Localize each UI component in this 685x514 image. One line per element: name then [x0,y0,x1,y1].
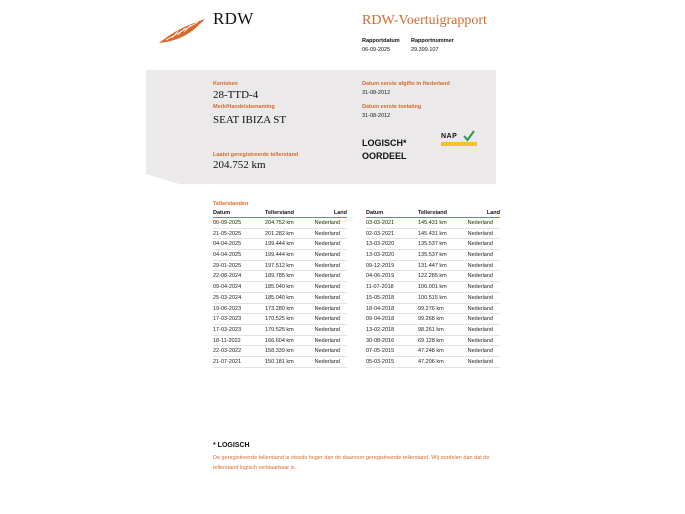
row-land: Nederland [467,326,493,333]
header-land: Land [486,210,500,216]
header-land: Land [333,210,347,216]
row-land: Nederland [467,316,493,323]
nap-bar [441,142,477,146]
row-tellerstand: 204.752 km [265,220,294,226]
row-datum: 03-03-2021 [366,220,395,226]
row-datum: 22-03-2022 [213,348,242,355]
row-datum: 18-04-2018 [366,305,395,312]
row-land: Nederland [314,252,340,259]
row-tellerstand: 100.515 km [418,294,447,301]
table-row [213,229,347,240]
rapportdatum-block [362,38,400,53]
kenteken-value: 28-TTD-4 [213,89,259,101]
row-tellerstand: 199.444 km [265,241,294,248]
logisch-footnote-title: * LOGISCH [213,442,250,449]
header-tellerstand: Tellerstand [265,210,294,216]
row-land: Nederland [314,316,340,323]
row-tellerstand: 131.447 km [418,262,447,269]
oordeel [362,137,407,163]
row-tellerstand: 158.339 km [265,348,294,355]
tellerstanden-table-left [213,210,347,368]
row-tellerstand: 135.537 km [418,241,447,248]
table-row [366,282,500,293]
row-land: Nederland [467,294,493,301]
row-tellerstand: 135.537 km [418,252,447,259]
row-land: Nederland [314,326,340,333]
row-land: Nederland [467,305,493,312]
table-row [213,239,347,250]
row-datum: 05-03-2015 [366,358,395,365]
nap-check-icon [463,130,475,142]
header-datum: Datum [213,210,231,216]
row-datum: 19-06-2023 [213,305,242,312]
tellerstanden-table-right [366,210,500,368]
tellerstand-label: Laatst geregistreerde tellerstand [213,152,299,158]
row-datum: 13-03-2020 [366,241,395,248]
table-row [213,336,347,347]
vehicle-panel [146,70,496,184]
row-tellerstand: 145.431 km [418,230,447,237]
report-title: RDW-Voertuigrapport [362,13,487,28]
row-land: Nederland [467,358,493,365]
row-land: Nederland [314,348,340,355]
row-tellerstand: 185.040 km [265,294,294,301]
row-tellerstand: 170.525 km [265,326,294,333]
row-datum: 18-11-2022 [213,337,241,344]
rapportnummer-block [411,38,454,53]
row-datum: 21-07-2021 [213,358,242,365]
row-datum: 07-05-2015 [366,348,395,355]
row-datum: 06-09-2025 [213,220,242,226]
row-tellerstand: 47.206 km [418,358,444,365]
row-land: Nederland [467,273,493,280]
table-row [366,271,500,282]
row-land: Nederland [314,284,340,291]
table-row [213,314,347,325]
row-datum: 09-12-2019 [366,262,395,269]
merk-label: Merk/Handelsbenaming [213,104,275,110]
table-row [366,229,500,240]
logisch-footnote-text: De geregistreerde tellerstand is steeds hoger dan de daarvoor geregistreerde tellerstand. Wij oordelen dan dat de tellerstand logisch verklaarbaar is. [213,455,490,471]
row-datum: 04-04-2025 [213,241,242,248]
row-land: Nederland [467,262,493,269]
table-row [366,336,500,347]
table-row [366,250,500,261]
row-tellerstand: 150.181 km [265,358,294,365]
row-tellerstand: 145.431 km [418,220,447,226]
table-row [213,271,347,282]
nap-badge [441,133,477,147]
oordeel-line2: OORDEEL [362,151,407,161]
row-tellerstand: 201.282 km [265,230,294,237]
header-datum: Datum [366,210,384,216]
row-tellerstand: 122.285 km [418,273,447,280]
table-row [366,314,500,325]
table-row [213,218,347,229]
row-land: Nederland [467,348,493,355]
header-tellerstand: Tellerstand [418,210,447,216]
row-datum: 09-04-2024 [213,284,242,291]
table-row [213,261,347,272]
oordeel-line1: LOGISCH* [362,138,407,148]
row-tellerstand: 185.040 km [265,284,294,291]
row-land: Nederland [314,220,340,226]
table-row [366,325,500,336]
table-row [213,293,347,304]
row-land: Nederland [467,220,493,226]
table-row [213,304,347,315]
kenteken-label: Kenteken [213,81,238,87]
row-tellerstand: 99.276 km [418,305,444,312]
row-land: Nederland [467,230,493,237]
row-land: Nederland [467,252,493,259]
row-tellerstand: 47.248 km [418,348,444,355]
row-tellerstand: 189.785 km [265,273,294,280]
table-row [366,293,500,304]
row-tellerstand: 166.604 km [265,337,294,344]
rapportdatum-value: 06-09-2025 [362,47,391,53]
row-tellerstand: 197.512 km [265,262,294,269]
tellerstand-value: 204.752 km [213,159,266,171]
row-tellerstand: 199.444 km [265,252,294,259]
row-land: Nederland [467,284,493,291]
table-row [366,304,500,315]
merk-value: SEAT IBIZA ST [213,114,287,126]
row-tellerstand: 98.261 km [418,326,444,333]
row-datum: 25-03-2024 [213,294,242,301]
eerste-toelating-label: Datum eerste toelating [362,104,422,110]
row-datum: 29-01-2025 [213,262,242,269]
row-datum: 11-07-2018 [366,284,394,291]
row-datum: 04-06-2019 [366,273,395,280]
tellerstanden-title: Tellerstanden [213,201,249,207]
table-row [213,250,347,261]
row-datum: 02-03-2021 [366,230,395,237]
row-land: Nederland [467,241,493,248]
row-datum: 22-08-2024 [213,273,242,280]
row-tellerstand: 99.268 km [418,316,444,323]
table-row [213,346,347,357]
rapportnummer-label: Rapportnummer [411,38,454,44]
table-header [366,210,500,218]
table-row [213,282,347,293]
rdw-logo-icon [158,18,206,44]
eerste-afgifte-label: Datum eerste afgifte in Nederland [362,81,450,87]
row-land: Nederland [314,230,340,237]
row-tellerstand: 69.128 km [418,337,444,344]
row-datum: 30-08-2016 [366,337,395,344]
row-datum: 09-04-2018 [366,316,395,323]
row-land: Nederland [314,294,340,301]
row-tellerstand: 173.280 km [265,305,294,312]
row-datum: 17-03-2023 [213,316,242,323]
row-land: Nederland [314,241,340,248]
table-row [366,218,500,229]
row-land: Nederland [314,273,340,280]
eerste-toelating-value: 31-08-2012 [362,113,391,119]
table-row [366,346,500,357]
row-land: Nederland [314,262,340,269]
table-row [366,261,500,272]
rapportdatum-label: Rapportdatum [362,38,400,44]
table-row [213,325,347,336]
row-datum: 17-03-2023 [213,326,242,333]
row-land: Nederland [314,358,340,365]
row-datum: 21-05-2025 [213,230,242,237]
table-row [366,357,500,368]
row-tellerstand: 170.525 km [265,316,294,323]
row-datum: 15-05-2018 [366,294,395,301]
brand-name: RDW [213,9,254,28]
table-row [213,357,347,368]
row-land: Nederland [314,305,340,312]
table-row [366,239,500,250]
row-datum: 13-03-2020 [366,252,395,259]
row-tellerstand: 106.001 km [418,284,447,291]
eerste-afgifte-value: 31-08-2012 [362,90,391,96]
row-datum: 04-04-2025 [213,252,242,259]
row-land: Nederland [314,337,340,344]
row-land: Nederland [467,337,493,344]
nap-label: NAP [441,133,458,140]
table-header [213,210,347,218]
row-datum: 13-02-2018 [366,326,395,333]
rapportnummer-value: 29.399.107 [411,47,439,53]
